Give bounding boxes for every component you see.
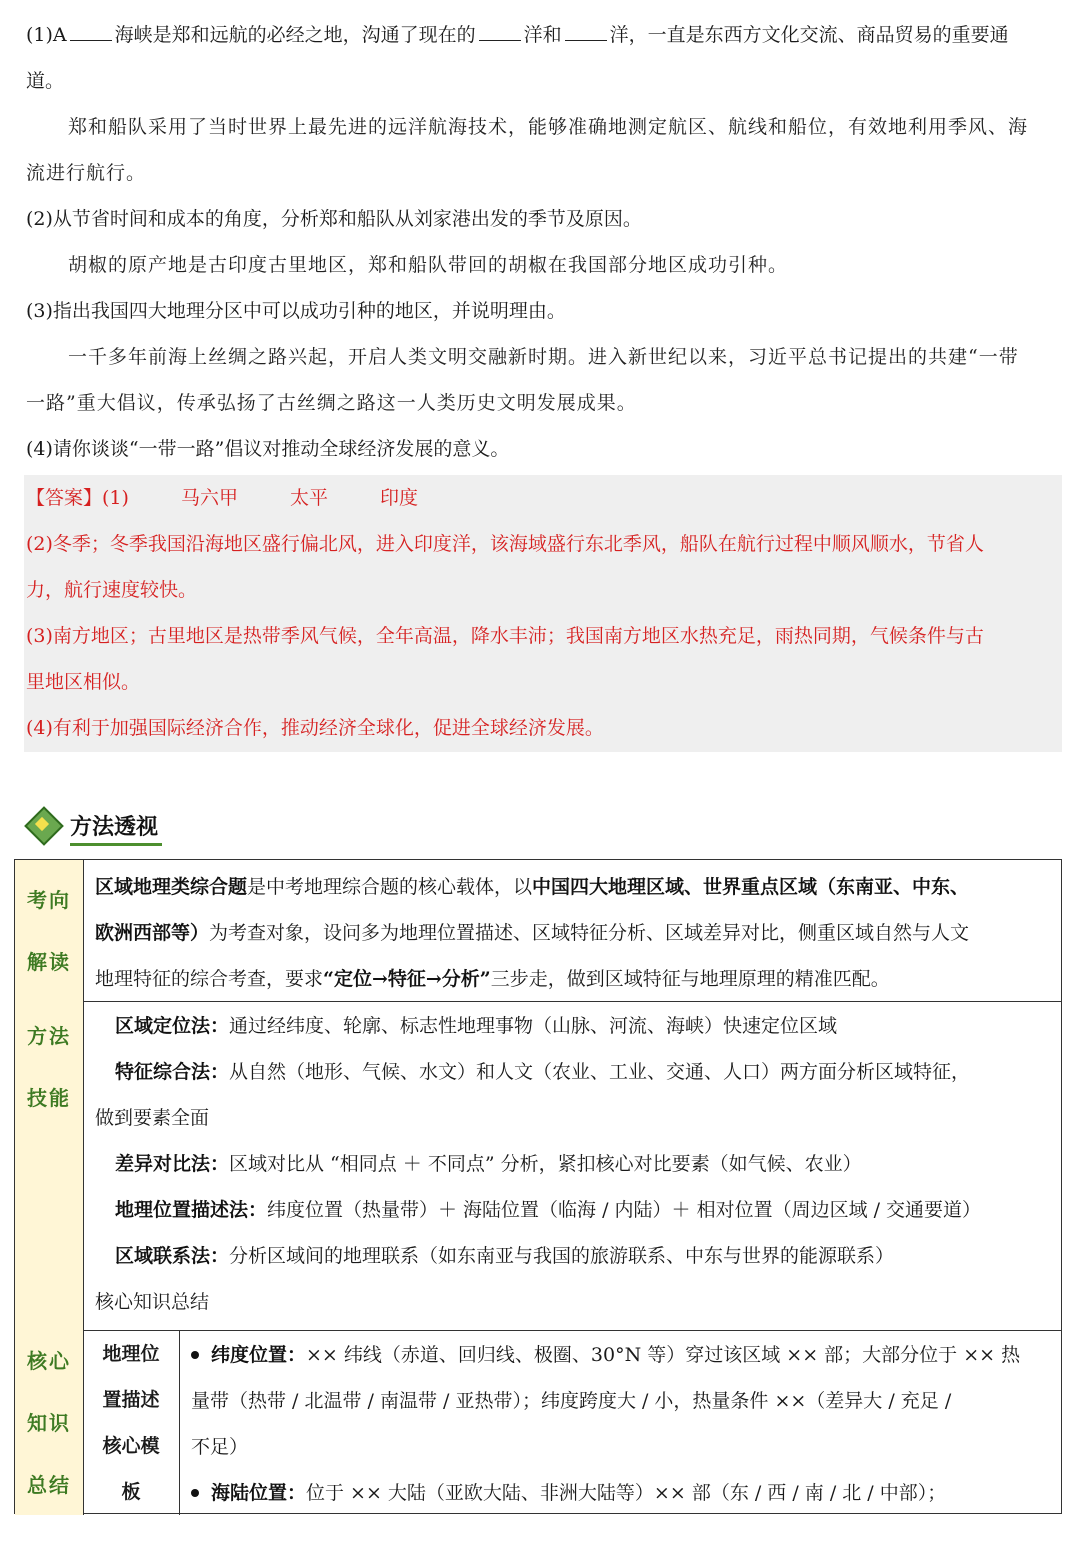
material-paragraph-3: 一千多年前海上丝绸之路兴起，开启人类文明交融新时期。进入新世纪以来，习近平总书记提出的共建“一带: [68, 346, 1019, 368]
answer-1-prefix: (1): [102, 487, 129, 509]
summary-caption: 核心知识总结: [95, 1291, 210, 1313]
row-label-exam-direction: 考向 解读: [15, 860, 84, 1001]
blank-a: [70, 18, 112, 41]
answer-1-item: 马六甲: [180, 487, 238, 509]
answer-1: [26, 475, 1062, 521]
bullet-icon: [191, 1489, 199, 1497]
row-label-core-knowledge: 核心 知识 总结: [15, 1330, 84, 1515]
material-paragraph-1-cont: 流进行航行。: [26, 162, 147, 184]
q1-text-2: 洋和: [523, 24, 562, 46]
q1-text-1: 海峡是郑和远航的必经之地，沟通了现在的: [114, 24, 476, 46]
question-1-cont: 道。: [26, 70, 65, 92]
method-item: 特征综合法：从自然（地形、气候、水文）和人文（农业、工业、交通、人口）两方面分析区域特征，: [115, 1061, 971, 1083]
method-item: 区域联系法：分析区域间的地理联系（如东南亚与我国的旅游联系、中东与世界的能源联系）: [115, 1245, 895, 1267]
question-2: (2)从节省时间和成本的角度，分析郑和船队从刘家港出发的季节及原因。: [26, 208, 642, 230]
sub-label-location-template: 地理位 置描述 核心模 板: [83, 1330, 180, 1515]
material-paragraph-1: 郑和船队采用了当时世界上最先进的远洋航海技术，能够准确地测定航区、航线和船位，有效地利用季风、海: [68, 116, 1029, 138]
row-label-method-skills: 方法 技能: [15, 1001, 84, 1330]
row-body-exam-direction: 区域地理类综合题是中考地理综合题的核心载体，以中国四大地理区域、世界重点区域（东南亚、中东、 欧洲西部等）为考查对象，设问多为地理位置描述、区域特征分析、区域差异对比，侧重区域自然与人文 地理特征的综合考查，要求“定位→特征→分析”三步走，做到区域特征与地理原理的精准匹配。: [95, 876, 970, 990]
answer-label: 【答案】: [26, 487, 103, 509]
question-4: (4)请你谈谈“一带一路”倡议对推动全球经济发展的意义。: [26, 438, 510, 460]
question-1: [26, 12, 1062, 58]
material-paragraph-2: 胡椒的原产地是古印度古里地区，郑和船队带回的胡椒在我国部分地区成功引种。: [68, 254, 789, 276]
method-item: 差异对比法：区域对比从 “相同点 ＋ 不同点” 分析，紧扣核心对比要素（如气候、农业）: [115, 1153, 862, 1175]
answer-1-item: 印度: [379, 487, 418, 509]
section-title: 方法透视: [70, 810, 162, 846]
table-row-method-skills: [15, 1001, 1061, 1331]
material-paragraph-3-cont: 一路”重大倡议，传承弘扬了古丝绸之路这一人类历史文明发展成果。: [26, 392, 637, 414]
answer-4: (4)有利于加强国际经济合作，推动经济全球化，促进全球经济发展。: [26, 717, 604, 739]
latitude-item: 纬度位置：×× 纬线（赤道、回归线、极圈、30°N 等）穿过该区域 ×× 部；大部分位于 ×× 热: [191, 1332, 1053, 1378]
method-item: 区域定位法：通过经纬度、轮廓、标志性地理事物（山脉、河流、海峡）快速定位区域: [115, 1015, 838, 1037]
answer-3: (3)南方地区；古里地区是热带季风气候，全年高温，降水丰沛；我国南方地区水热充足，雨热同期，气候条件与古: [26, 625, 984, 647]
q1-text-3: 洋，一直是东西方文化交流、商品贸易的重要通: [609, 24, 1009, 46]
bullet-icon: [191, 1351, 199, 1359]
answer-2: (2)冬季；冬季我国沿海地区盛行偏北风，进入印度洋，该海域盛行东北季风，船队在航行过程中顺风顺水，节省人: [26, 533, 984, 555]
answer-1-item: 太平: [289, 487, 328, 509]
diamond-icon: [26, 810, 70, 846]
question-3: (3)指出我国四大地理分区中可以成功引种的地区，并说明理由。: [26, 300, 566, 322]
row-body-method-skills: 区域定位法：通过经纬度、轮廓、标志性地理事物（山脉、河流、海峡）快速定位区域 特征综合法：从自然（地形、气候、水文）和人文（农业、工业、交通、人口）两方面分析区域特征， 做到要素全面 差异对比法：区域对比从 “相同点 ＋ 不同点” 分析，紧扣核心对比要素（如气候、农业） 地理位置描述法：纬度位置（热量带）＋ 海陆位置（临海 / 内陆）＋ 相对位置（周边区域 / 交通要道） 区域联系法：分析区域间的地理联系（如东南亚与我国的旅游联系、中东与世界的能源联系） 核心知识总结: [83, 1001, 1061, 1330]
template-content: 纬度位置：×× 纬线（赤道、回归线、极圈、30°N 等）穿过该区域 ×× 部；大部分位于 ×× 热 量带（热带 / 北温带 / 南温带 / 亚热带）；纬度跨度大 / 小，热量条件 ××（差异大 / 充足 / 不足） 海陆位置：位于 ×× 大陆（亚欧大陆、非洲大陆等）×× 部（东 / 西 / 南 / 北 / 中部）；: [179, 1330, 1061, 1515]
row-body-core-knowledge: [83, 1330, 1061, 1515]
section-header: [26, 808, 162, 848]
answer-3-cont: 里地区相似。: [26, 671, 141, 693]
method-table: [14, 859, 1062, 1514]
blank-ocean-2: [565, 18, 607, 41]
table-row-exam-direction: [15, 860, 1061, 1002]
table-row-core-knowledge: [15, 1330, 1061, 1515]
q1-prefix: (1)A: [26, 24, 67, 46]
answer-2-cont: 力，航行速度较快。: [26, 579, 198, 601]
blank-ocean-1: [479, 18, 521, 41]
method-item: 地理位置描述法：纬度位置（热量带）＋ 海陆位置（临海 / 内陆）＋ 相对位置（周边区域 / 交通要道）: [115, 1199, 982, 1221]
sea-land-item: 海陆位置：位于 ×× 大陆（亚欧大陆、非洲大陆等）×× 部（东 / 西 / 南 / 北 / 中部）；: [191, 1470, 1053, 1516]
